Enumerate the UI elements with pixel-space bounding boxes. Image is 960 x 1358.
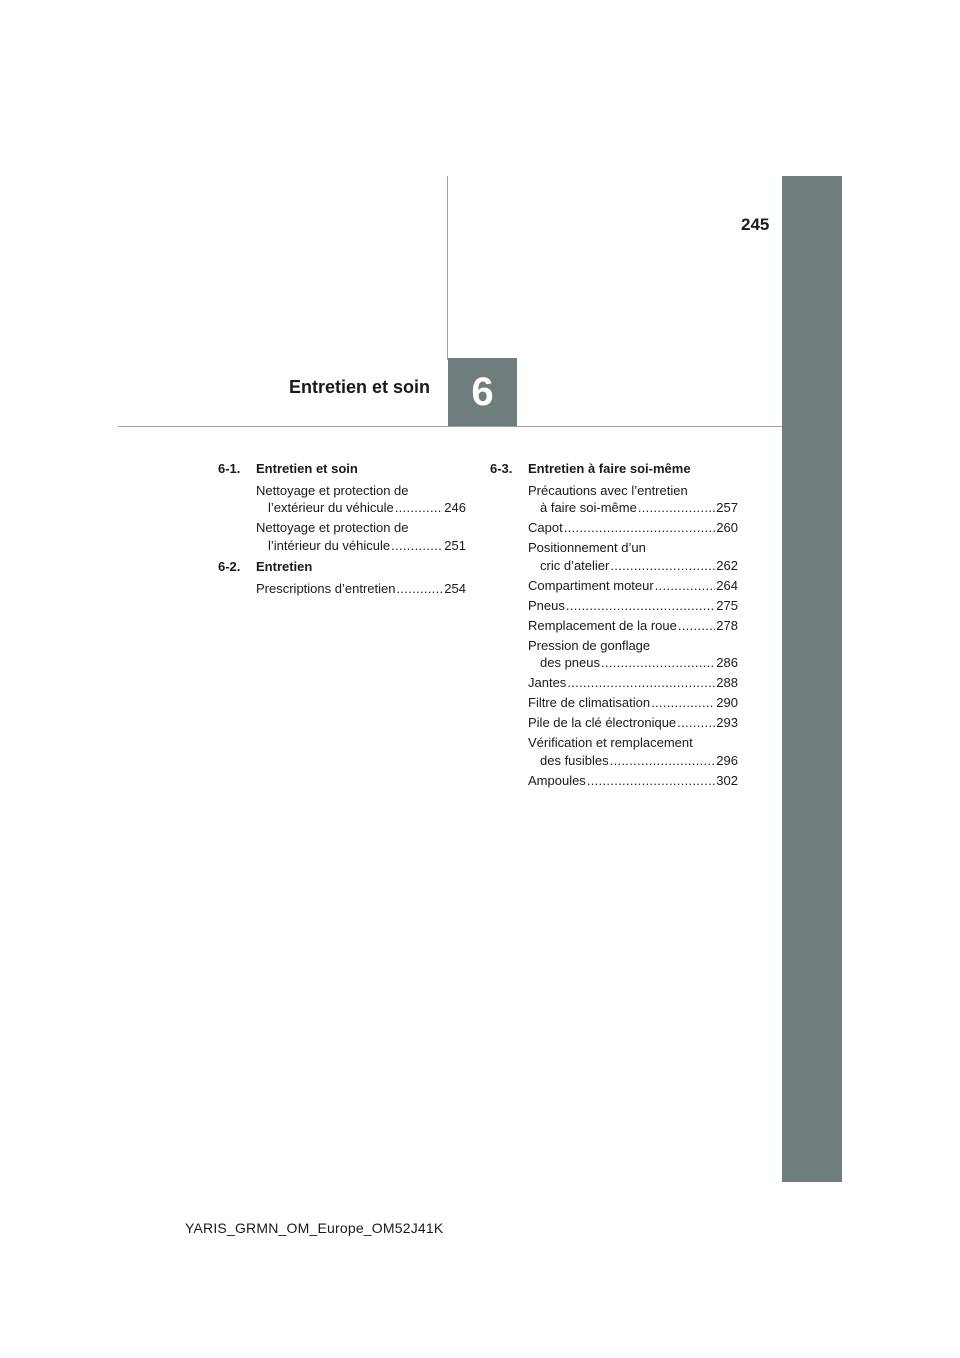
toc-entry-text: Nettoyage et protection de xyxy=(256,520,409,535)
dot-leader xyxy=(677,714,715,732)
page-number: 245 xyxy=(741,215,770,234)
dot-leader xyxy=(396,580,443,598)
toc-page-number: 251 xyxy=(444,537,466,553)
section-title: Entretien à faire soi-même xyxy=(528,461,691,476)
horizontal-rule xyxy=(118,426,782,427)
toc-entry[interactable] xyxy=(528,519,738,537)
toc-entry-line xyxy=(256,482,466,500)
toc-entry-text: Pile de la clé électronique xyxy=(528,715,677,730)
toc-entry-line xyxy=(528,674,738,692)
toc-entry-text: Capot xyxy=(528,520,563,535)
section-number: 6-3. xyxy=(490,461,513,476)
dot-leader xyxy=(610,557,715,575)
dot-leader xyxy=(601,654,715,672)
dot-leader xyxy=(566,597,715,615)
toc-page-number: 260 xyxy=(716,520,738,535)
toc-entry[interactable] xyxy=(528,637,738,672)
toc-entry-line xyxy=(528,772,738,790)
dot-leader xyxy=(638,499,715,517)
toc-page-number: 257 xyxy=(716,500,738,515)
dot-leader xyxy=(567,674,715,692)
toc-entry[interactable] xyxy=(528,617,738,635)
toc-entry-line xyxy=(528,577,738,595)
toc-entry-text: Remplacement de la roue xyxy=(528,617,677,633)
toc-entry-line xyxy=(528,597,738,615)
toc-entry[interactable] xyxy=(528,577,738,595)
dot-leader xyxy=(651,694,715,712)
toc-page-number: 264 xyxy=(716,577,738,593)
dot-leader xyxy=(655,577,716,595)
toc-page-number: 290 xyxy=(716,695,738,710)
dot-leader xyxy=(587,772,715,790)
chapter-number: 6 xyxy=(471,369,494,414)
toc-entry-line xyxy=(528,734,738,752)
toc-page-number: 254 xyxy=(444,580,466,596)
toc-page-number: 246 xyxy=(444,500,466,515)
toc-entry-line xyxy=(528,617,738,635)
toc-entry[interactable] xyxy=(528,694,738,712)
toc-entry-text: Positionnement d’un xyxy=(528,540,646,555)
toc-entry-text: Jantes xyxy=(528,675,567,690)
toc-page-number: 275 xyxy=(716,597,738,613)
toc-entry[interactable] xyxy=(528,539,738,574)
dot-leader xyxy=(395,499,444,517)
toc-entry-line xyxy=(256,580,466,598)
toc-entry-text: cric d’atelier xyxy=(540,557,610,573)
toc-section xyxy=(218,558,466,597)
toc-entry-text: Nettoyage et protection de xyxy=(256,482,409,498)
toc-entry-line xyxy=(256,519,466,537)
toc-entry-text: l’intérieur du véhicule xyxy=(268,537,391,553)
toc-page-number: 288 xyxy=(716,675,738,690)
toc-entry-text: Précautions avec l’entretien xyxy=(528,482,688,498)
toc-entry[interactable] xyxy=(256,482,466,517)
toc-entry-line xyxy=(528,752,738,770)
section-title: Entretien xyxy=(256,559,313,574)
toc-page-number: 278 xyxy=(716,617,738,633)
toc-page-number: 296 xyxy=(716,752,738,768)
toc-entry-text: Compartiment moteur xyxy=(528,577,654,593)
toc-entry-line xyxy=(256,499,466,517)
toc-entry[interactable] xyxy=(528,674,738,692)
toc-entry-line xyxy=(528,637,738,655)
toc-page-number: 262 xyxy=(716,557,738,573)
toc-entry-line xyxy=(528,499,738,517)
toc-entry-line xyxy=(528,539,738,557)
chapter-number-box xyxy=(448,358,517,426)
toc-entry[interactable] xyxy=(256,580,466,598)
toc-entry-text: des pneus xyxy=(540,655,600,670)
toc-entry-text: Vérification et remplacement xyxy=(528,735,693,750)
toc-entry-text: Prescriptions d’entretien xyxy=(256,580,396,596)
toc-entry-line xyxy=(528,482,738,500)
dot-leader xyxy=(564,519,716,537)
toc-entry[interactable] xyxy=(256,519,466,554)
toc-entry-line xyxy=(528,714,738,732)
toc-section xyxy=(490,460,738,789)
dot-leader xyxy=(610,752,716,770)
toc-entry-line xyxy=(528,694,738,712)
toc-entry-text: l’extérieur du véhicule xyxy=(268,500,394,515)
dot-leader xyxy=(678,617,715,635)
toc-entry-text: Pneus xyxy=(528,597,565,613)
toc-entry-text: des fusibles xyxy=(540,752,609,768)
toc-entry[interactable] xyxy=(528,772,738,790)
section-title: Entretien et soin xyxy=(256,461,358,476)
toc-section xyxy=(218,460,466,554)
toc-entry-text: Pression de gonflage xyxy=(528,637,651,653)
toc-page-number: 302 xyxy=(716,772,738,788)
toc-entry-text: Ampoules xyxy=(528,772,586,788)
toc-entry[interactable] xyxy=(528,597,738,615)
toc-left-column xyxy=(218,460,466,601)
toc-entry-line xyxy=(528,519,738,537)
toc-entry-line xyxy=(528,654,738,672)
toc-entry-line xyxy=(256,537,466,555)
toc-page-number: 293 xyxy=(716,715,738,730)
toc-entry-line xyxy=(528,557,738,575)
toc-entry-text: Filtre de climatisation xyxy=(528,695,651,710)
vertical-rule xyxy=(447,176,448,360)
toc-entry[interactable] xyxy=(528,714,738,732)
toc-entry[interactable] xyxy=(528,734,738,769)
document-code: YARIS_GRMN_OM_Europe_OM52J41K xyxy=(185,1220,444,1236)
toc-entry-text: à faire soi-même xyxy=(540,500,637,515)
toc-page-number: 286 xyxy=(716,655,738,670)
chapter-side-band xyxy=(782,176,842,1182)
toc-entry[interactable] xyxy=(528,482,738,517)
toc-right-column xyxy=(490,460,738,793)
chapter-title: Entretien et soin xyxy=(288,377,430,397)
section-number: 6-1. xyxy=(218,461,241,476)
dot-leader xyxy=(391,537,443,555)
section-number: 6-2. xyxy=(218,559,241,574)
